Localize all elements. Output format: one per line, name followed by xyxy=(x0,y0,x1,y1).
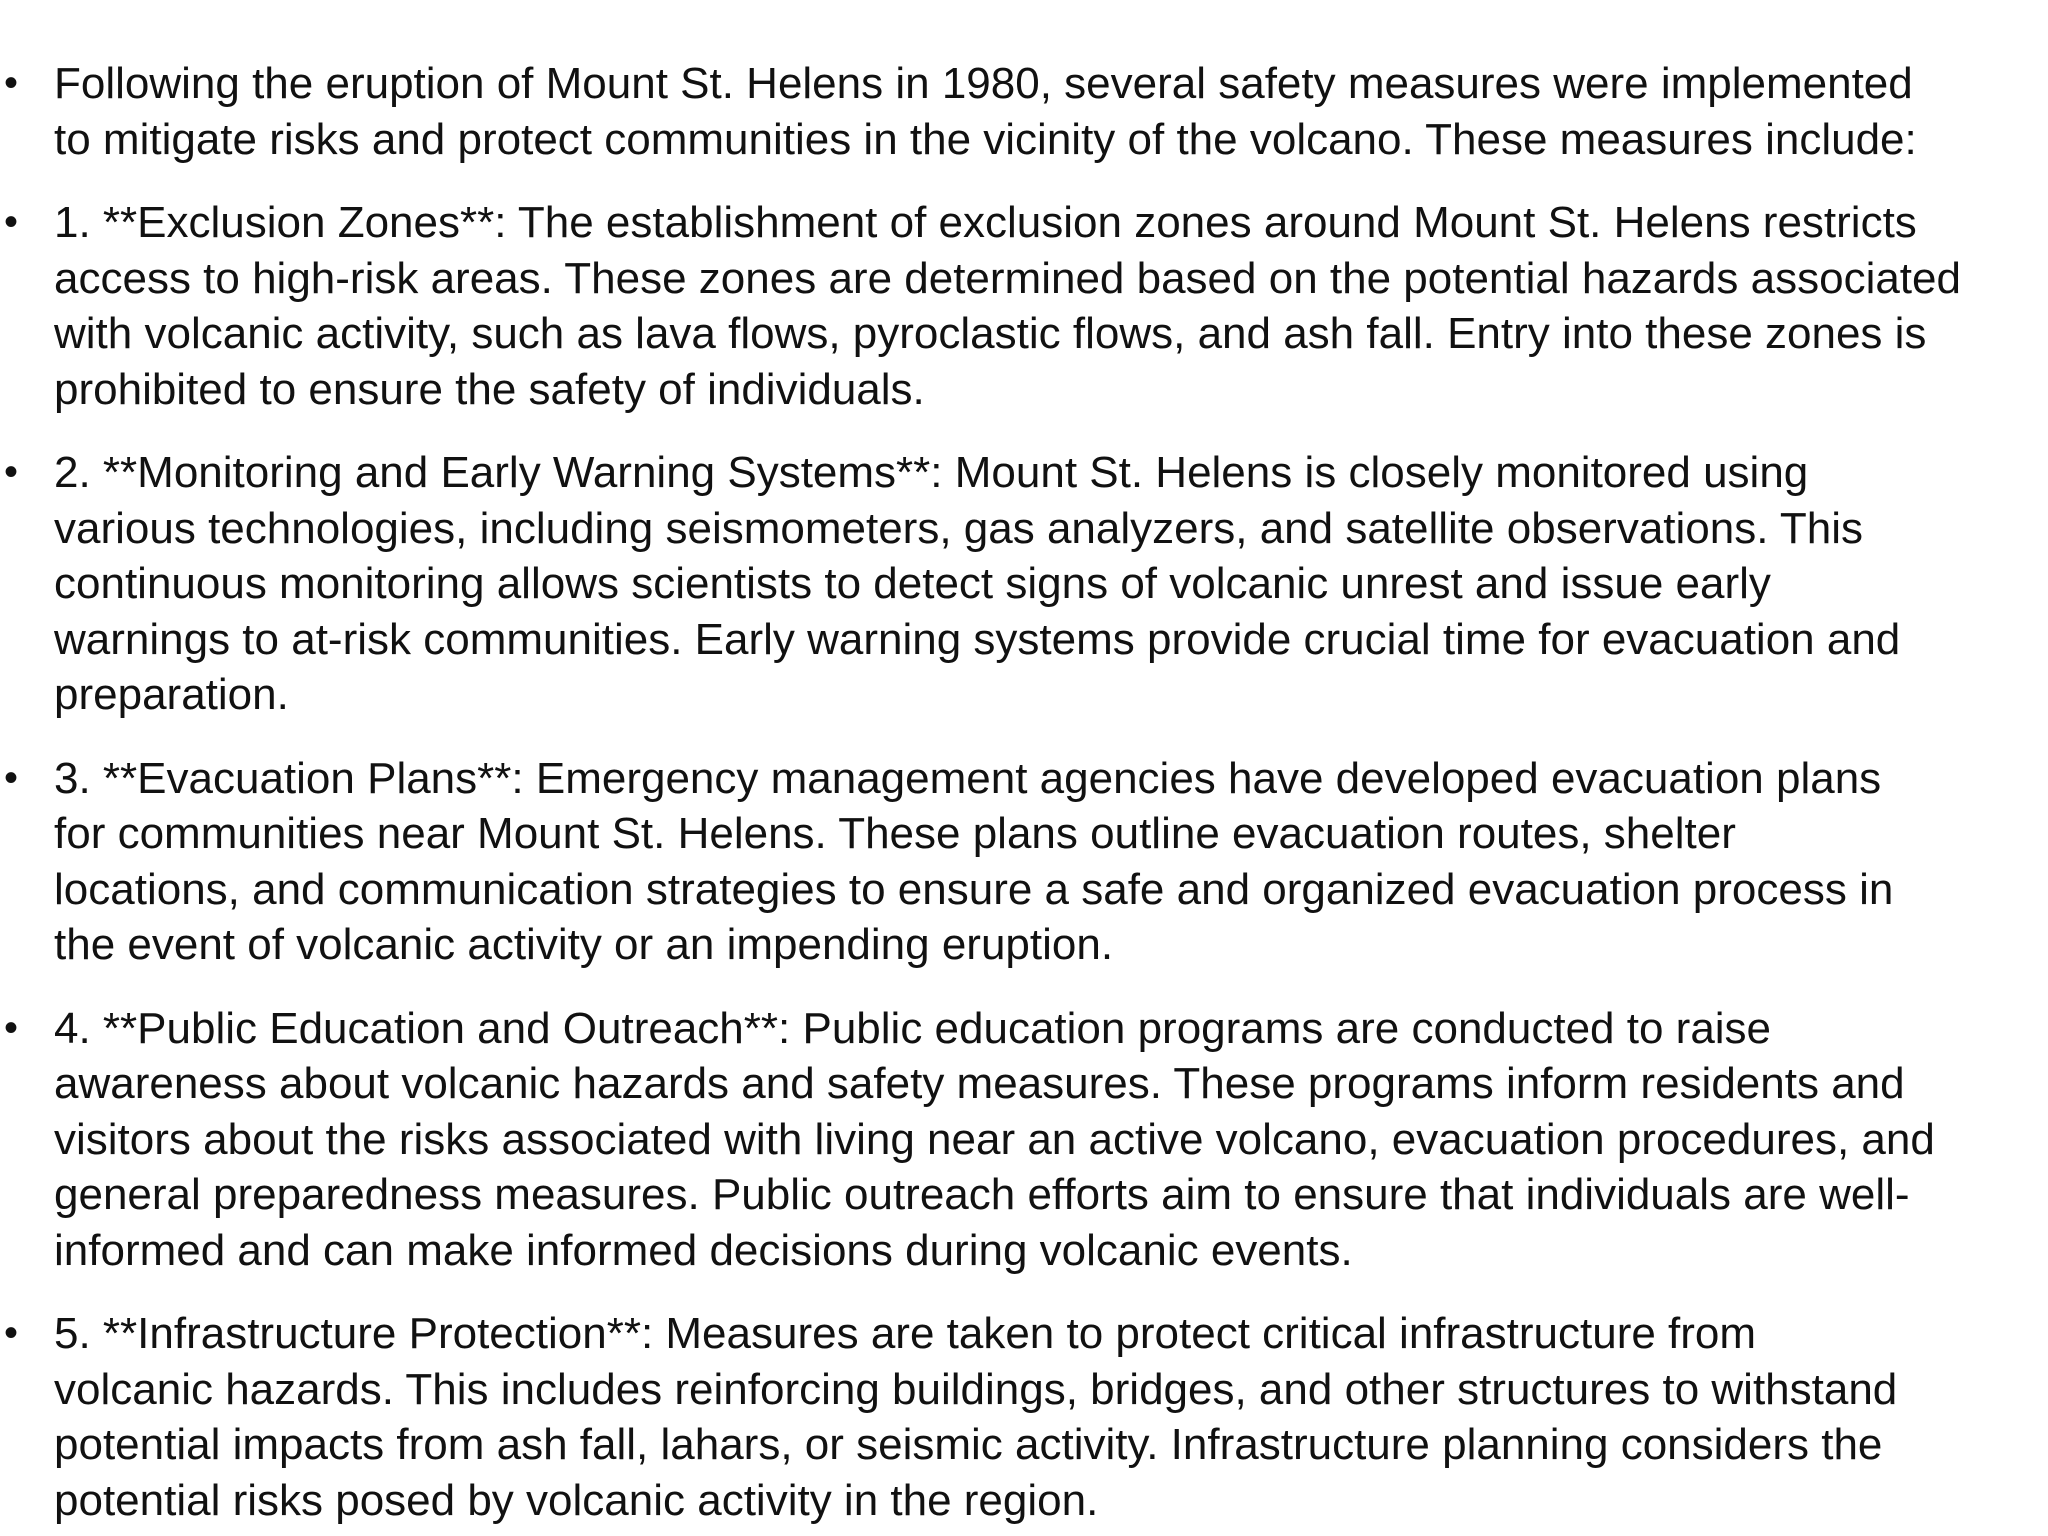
bullet-line: for communities near Mount St. Helens. These plans outline evacuation routes, shelter xyxy=(54,809,1736,858)
bullet-line: 3. **Evacuation Plans**: Emergency management agencies have developed evacuation plans xyxy=(54,753,1882,803)
bullet-public-education xyxy=(0,1001,2048,1279)
bullet-line: access to high-risk areas. These zones are determined based on the potential hazards associated xyxy=(54,253,1961,303)
bullet-line: various technologies, including seismometers, gas analyzers, and satellite observations. This xyxy=(54,503,1864,553)
bullet-line: general preparedness measures. Public outreach efforts aim to ensure that individuals are well- xyxy=(54,1170,1910,1219)
bullet-list xyxy=(0,56,2048,1536)
bullet-evacuation-plans xyxy=(0,751,2048,973)
bullet-line: preparation. xyxy=(54,670,289,719)
bullet-monitoring xyxy=(0,445,2048,723)
bullet-line: 2. **Monitoring and Early Warning Systems**: Mount St. Helens is closely monitored using xyxy=(54,448,1809,497)
bullet-line: warnings to at-risk communities. Early warning systems provide crucial time for evacuation and xyxy=(54,614,1901,664)
bullet-exclusion-zones xyxy=(0,195,2048,417)
bullet-line: informed and can make informed decisions during volcanic events. xyxy=(54,1225,1353,1275)
bullet-dot-icon: • xyxy=(4,61,19,105)
bullet-line: volcanic hazards. This includes reinforcing buildings, bridges, and other structures to withstand xyxy=(54,1364,1898,1414)
bullet-dot-icon: • xyxy=(4,1311,19,1355)
bullet-line: locations, and communication strategies to ensure a safe and organized evacuation process in xyxy=(54,864,1894,914)
bullet-dot-icon: • xyxy=(4,450,19,494)
bullet-line: 4. **Public Education and Outreach**: Public education programs are conducted to raise xyxy=(54,1003,1772,1053)
bullet-line: continuous monitoring allows scientists to detect signs of volcanic unrest and issue early xyxy=(54,559,1771,608)
bullet-line: visitors about the risks associated with living near an active volcano, evacuation procedures, and xyxy=(54,1114,1935,1164)
bullet-line: 5. **Infrastructure Protection**: Measures are taken to protect critical infrastructure from xyxy=(54,1309,1757,1358)
bullet-intro xyxy=(0,56,2048,167)
bullet-line: to mitigate risks and protect communities in the vicinity of the volcano. These measures include: xyxy=(54,114,1917,164)
bullet-line: potential risks posed by volcanic activity in the region. xyxy=(54,1475,1099,1525)
bullet-line: potential impacts from ash fall, lahars, or seismic activity. Infrastructure planning considers the xyxy=(54,1420,1883,1469)
bullet-line: awareness about volcanic hazards and safety measures. These programs inform residents and xyxy=(54,1059,1905,1108)
bullet-line: 1. **Exclusion Zones**: The establishment of exclusion zones around Mount St. Helens restricts xyxy=(54,198,1917,247)
bullet-line: the event of volcanic activity or an impending eruption. xyxy=(54,920,1114,969)
bullet-dot-icon: • xyxy=(4,755,19,800)
bullet-line: Following the eruption of Mount St. Helens in 1980, several safety measures were implemented xyxy=(54,59,1913,108)
bullet-line: with volcanic activity, such as lava flows, pyroclastic flows, and ash fall. Entry into these zones is xyxy=(54,309,1927,358)
bullet-dot-icon: • xyxy=(4,200,19,244)
bullet-line: prohibited to ensure the safety of individuals. xyxy=(54,364,925,414)
bullet-infrastructure xyxy=(0,1306,2048,1528)
bullet-dot-icon: • xyxy=(4,1005,19,1050)
